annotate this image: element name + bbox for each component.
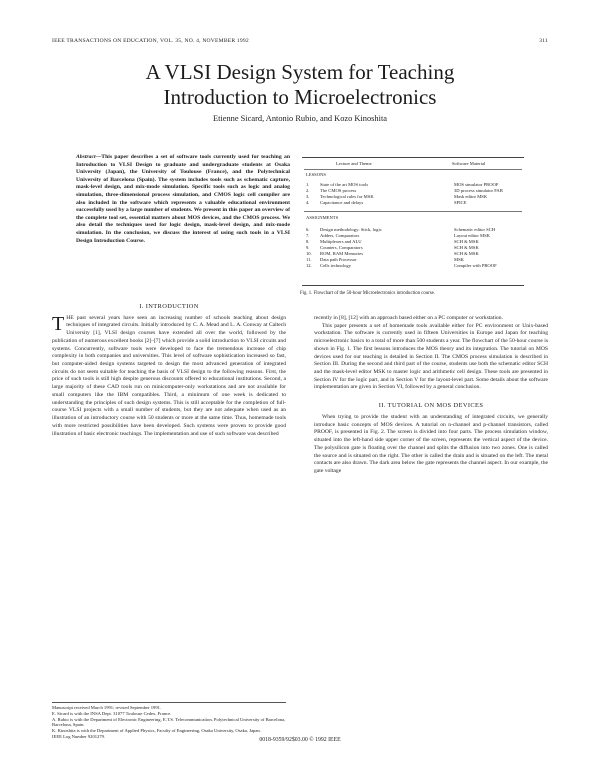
fig-row: 1. State of the art MOS tools MOS simulator PROOF (306, 182, 499, 187)
fig-row: 11. Data path Processor MSK (306, 257, 464, 262)
fig-row: 8. Multiplexers and ALU SCH & MSK (306, 239, 479, 244)
fig-row: 7. Adders, Comparators Layout editor MSK (306, 233, 490, 238)
fig-row: 10. ROM, RAM Memories SCH & MSK (306, 251, 479, 256)
title-line-1: A VLSI Design System for Teaching (145, 60, 455, 84)
fig-rule (304, 211, 522, 212)
right-column (314, 315, 548, 476)
footnotes (52, 702, 286, 740)
drop-cap: T (52, 312, 65, 335)
fig-row: 2. The CMOS process 3D process simulator FAB (306, 188, 503, 193)
fig-section-assignments: ASSIGNMENTS (306, 215, 339, 220)
abstract-text: —This paper describes a set of software tools currently used for teaching an Introduction to VLSI Design to graduate and undergraduate students at Osaka University (Japan), the University of Toulouse (France), and the Polytechnical University of Barcelona (Spain). The system includes tools such as schematic capture, mask-level design, and mix-mode simulation. Specific tools such as logic and analog simulation, three-dimensional process simulation, and CMOS logic cell compiler are also included in the software which represents a valuable educational environment successfully used by a large number of students. We present in this paper an overview of the complete tool set, essential matters about MOS devices, and the CMOS process. We also detail the techniques used for logic design, mask-level design, and mix-mode simulation. In the conclusion, we discuss the interest of using such tools in a VLSI Design Introduction Course. (76, 154, 290, 244)
introduction-text (52, 312, 286, 439)
copyright-line: 0018-9359/92$03.00 © 1992 IEEE (259, 737, 341, 743)
fig-col-header-left: Lecture and Theme (336, 161, 372, 166)
title-line-2: Introduction to Microelectronics (163, 85, 437, 109)
page-number: 311 (539, 38, 548, 44)
footnote-log-number: IEEE Log Number 9201279. (52, 733, 106, 739)
right-paragraph-2: This paper presents a set of homemade tools available either for PC environment or Unix-based workstation. The software is currently used in fifteen Universities in Europe and Japan for teaching microelectronic basics to a total of more than 500 students a year. The flowchart of the 50-hour course is shown in Fig. 1. The first lessons introduces the MOS theory and its integration. The tutorial on MOS devices used for our teaching is detailed in Section II. The CMOS process simulation is described in Section III. During the second and third part of the course, students use both the schematic editor SCH and the mask-level editor MSK to master logic and arithmetic cell design. These tools are presented in Section IV for the logic part, and in Section V for the layout-level part. Some details about the software implementation are given in Section VI, followed by a general conclusion. (314, 322, 548, 391)
fig-row: 9. Counters, Comparators SCH & MSK (306, 245, 479, 250)
paper-title (60, 60, 540, 110)
running-header (52, 38, 548, 44)
footnote-author-3: K. Kinoshita is with the Department of Applied Physics, Faculty of Engineering, Osaka University, Osaka, Japan. (52, 728, 261, 734)
figure-1-caption: Fig. 1. Flowchart of the 50-hour Microelectronics introduction course. (300, 291, 435, 296)
fig-rule (304, 169, 522, 170)
fig-col-header-right: Software Material (452, 161, 486, 166)
footnote-received: Manuscript received March 1991; revised September 1991. (52, 705, 162, 710)
fig-row: 12. Cells technology Compiler with PROOF (306, 263, 497, 268)
fig-row: 6. Design methodology: Stick, logic Schematic editor SCH (306, 227, 496, 232)
right-paragraph-1: recently in [8], [12] with an approach based either on a PC computer or workstation. (314, 315, 503, 321)
fig-row: 3. Technological rules for MSK Mask editor MSK (306, 194, 488, 199)
section-title-mos: II. TUTORIAL ON MOS DEVICES (378, 402, 484, 410)
mos-section-text: When trying to provide the student with an understanding of integrated circuits, we generally introduce basic concepts of MOS devices. A tutorial on n-channel and p-channel transistors, called PROOF, is presented in Fig. 2. The screen is divided into four parts. The process simulation window, situated into the left-hand side upper corner of the screen, represents the vertical aspect of the device. The polysilicon gate is floating over the channel and splits the diffusion into two zones. One is called the source and is situated on the right. The other is called the drain and is situated on the left. The metal contacts are also drawn. The dark area below the gate represents the channel aspect. In our example, the gate voltage (314, 413, 548, 474)
section-title-introduction: I. INTRODUCTION (139, 303, 199, 310)
figure-1-table (302, 157, 524, 286)
left-column (52, 303, 286, 438)
abstract (76, 154, 290, 245)
fig-section-lessons: LESSONS (306, 172, 326, 177)
abstract-label: Abstract (76, 154, 96, 160)
footnote-author-1: E. Sicard is with the INSA Dept. 31077 Toulouse Cedex, France. (52, 710, 172, 716)
introduction-body: HE past several years have seen an increasing number of schools teaching about design techniques of integrated circuits. Initially introduced by C. A. Mead and L. A. Conway at Caltech University [1], VLSI design courses have extended all over the world, followed by the publication of numerous excellent books [2]–[7] which provide a solid introduction to VLSI circuits and systems. Concurrently, software tools were developed to face the tremendous increase of chip complexity in both companies and universities. This level of software sophistication increased so fast, but computer-aided design systems targeted to design the most advanced generation of integrated circuits do not seem suitable for teaching the basis of VLSI design to the following reasons. First, the price of such tools is still high despite generous discounts offered to educational institutions. Second, a large majority of these CAD tools run on minicomputer-only workstations and are not available for small computers like the IBM compatibles. Third, a minimum of one week is dedicated to understanding the principles of such design systems. This is still acceptable for the completion of full-course VLSI projects with a small number of students, but they are not adequate when used as an illustration of an introductory course with 50 students or more at the same time. Thus, homemade tools with more restricted possibilities have been developed. Such systems were proven to provide good illustration of basic electronic teachings. The implementation and use of such software was described (52, 314, 286, 437)
footnote-author-2: A. Rubio is with the Department of Electronic Engineering, E.T.S. Telecommunication, Polytechnical University of Barcelona, Barcelona, Spain. (52, 716, 286, 728)
journal-name: IEEE TRANSACTIONS ON EDUCATION, VOL. 35, NO. 4, NOVEMBER 1992 (52, 38, 249, 44)
fig-row: 4. Capacitance and delays SPICE (306, 200, 467, 205)
author-list: Etienne Sicard, Antonio Rubio, and Kozo Kinoshita (213, 114, 387, 123)
